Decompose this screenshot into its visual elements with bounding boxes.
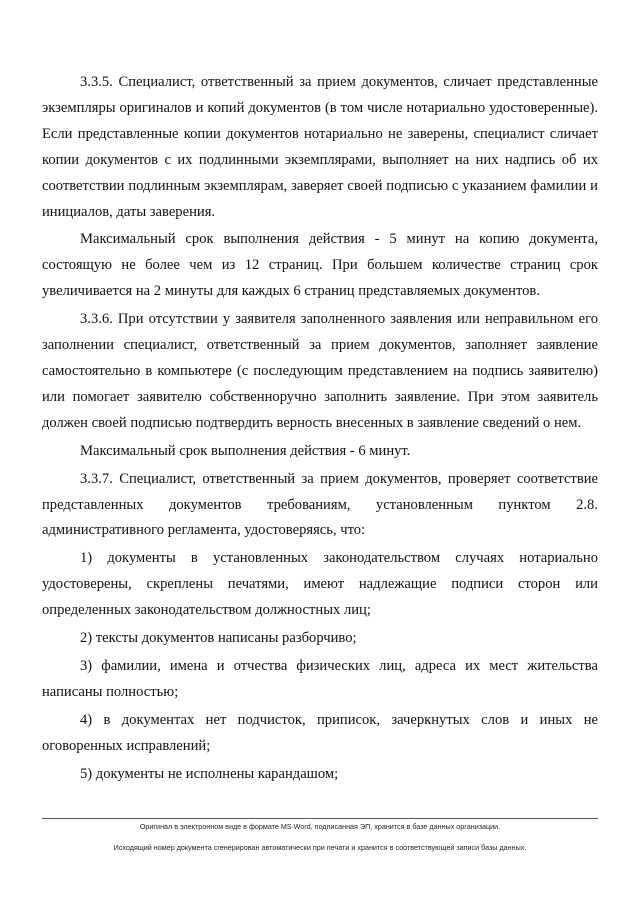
footer-divider — [42, 818, 598, 819]
list-item-4: 4) в документах нет подчисток, приписок, зачеркнутых слов и иных не оговоренных исправлений; — [42, 711, 598, 754]
list-item-5: 5) документы не исполнены карандашом; — [80, 765, 339, 782]
paragraph-3-3-5: 3.3.5. Специалист, ответственный за прием документов, сличает представленные экземпляры оригиналов и копий документов (в том числе нотариально удостоверенные). Если представленные копии документов нотариально не заверены, специалист сличает копии документов с их подлинными экземплярами, выполняет на них надпись об их соответствии подлинным экземплярам, заверяет своей подписью с указанием фамилии и инициалов, даты заверения. — [42, 74, 598, 220]
footer-number-note: Исходящий номер документа сгенерирован автоматически при печати и хранится в соответствующей записи базы данных. — [113, 843, 527, 852]
list-item-2: 2) тексты документов написаны разборчиво; — [80, 630, 357, 647]
list-item-3: 3) фамилии, имена и отчества физических лиц, адреса их мест жительства написаны полностью; — [42, 657, 598, 700]
list-item-1: 1) документы в установленных законодательством случаях нотариально удостоверены, скреплены печатями, имеют надлежащие подписи сторон или определенных законодательством должностных лиц; — [42, 550, 598, 619]
paragraph-3-3-6: 3.3.6. При отсутствии у заявителя заполненного заявления или неправильном его заполнении специалист, ответственный за прием документов, заполняет заявление самостоятельно в компьютере (с последующим представлением на подпись заявителю) или помогает заявителю собственноручно заполнить заявление. При этом заявитель должен своей подписью подтвердить верность внесенных в заявление сведений о нем. — [42, 311, 598, 431]
paragraph-time-limit-copies: Максимальный срок выполнения действия - 5 минут на копию документа, состоящую не более чем из 12 страниц. При большем количестве страниц срок увеличивается на 2 минуты для каждых 6 страниц представляемых документов. — [42, 231, 598, 300]
document-body — [42, 70, 598, 789]
footer-original-note: Оригинал в электронном виде в формате MS Word, подписанная ЭП, хранится в базе данных организации. — [139, 822, 501, 831]
paragraph-3-3-7: 3.3.7. Специалист, ответственный за прием документов, проверяет соответствие представленных документов требованиям, установленным пунктом 2.8. административного регламента, удостоверяясь, что: — [42, 470, 598, 539]
paragraph-time-limit-application: Максимальный срок выполнения действия - 6 минут. — [80, 442, 411, 459]
